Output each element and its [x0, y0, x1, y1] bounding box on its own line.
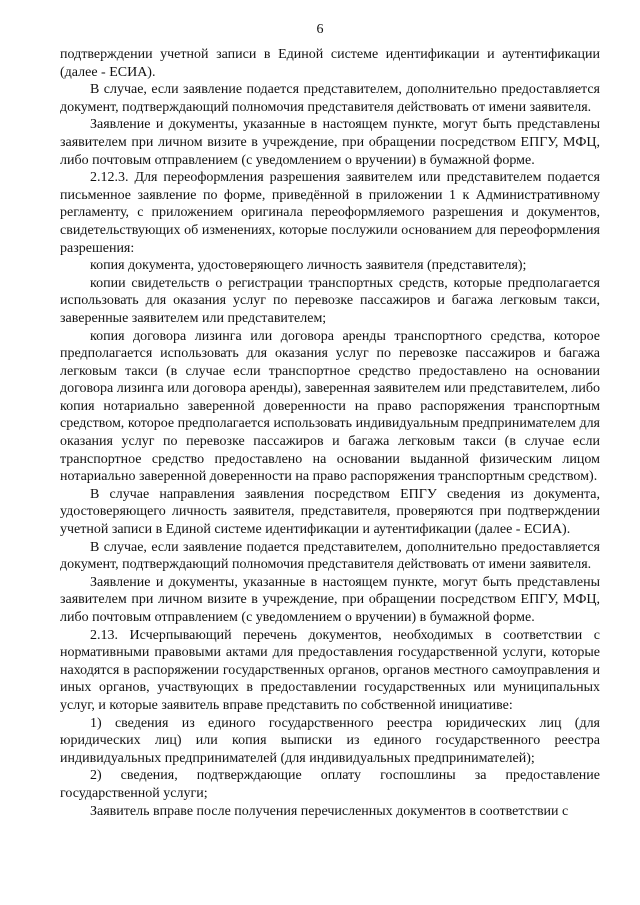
paragraph-item-leasing-copy: копия договора лизинга или договора аренды транспортного средства, которое предполагается использовать для оказания услуг по перевозке пассажиров и багажа легковым такси (в случае если транспортное средство предоставлено на основании договора лизинга или договора аренды), заверенная заявителем или представителем, либо копия нотариально заверенной доверенности на право распоряжения транспортным средством, которое предполагается использовать индивидуальным предпринимателем для оказания услуг по перевозке пассажиров и багажа легковым такси (в случае если транспортное средство предоставлено на основании выданной физическим лицом нотариально заверенной доверенности на право распоряжения транспортным средством).	[60, 328, 600, 485]
paragraph-section-2-13: 2.13. Исчерпывающий перечень документов, необходимых в соответствии с нормативными правовыми актами для предоставления государственной услуги, которые находятся в распоряжении государственных органов, органов местного самоуправления и иных органов, участвующих в предоставлении государственных или муниципальных услуг, и которые заявитель вправе представить по собственной инициативе:	[60, 627, 600, 713]
paragraph-item-registration-copies: копии свидетельств о регистрации транспортных средств, которые предполагается использовать для оказания услуг по перевозке пассажиров и багажа легковым такси, заверенные заявителем или представителем;	[60, 275, 600, 326]
paragraph-representative-note: В случае, если заявление подается представителем, дополнительно предоставляется документ, подтверждающий полномочия представителя действовать от имени заявителя.	[60, 82, 600, 115]
paragraph-item-identity-copy: копия документа, удостоверяющего личность заявителя (представителя);	[90, 258, 527, 274]
paragraph-section-2-12-3: 2.12.3. Для переоформления разрешения заявителем или представителем подается письменное заявление по форме, приведённой в приложении 1 к Административному регламенту, с приложением оригинала переоформляемого разрешения и документов, свидетельствующих об изменениях, которые послужили основанием для переоформления разрешения:	[60, 170, 600, 256]
paragraph-epgu-verification: В случае направления заявления посредством ЕПГУ сведения из документа, удостоверяющего личность заявителя, представителя, проверяются при подтверждении учетной записи в Единой системе идентификации и аутентификации (далее - ЕСИА).	[60, 486, 600, 538]
paragraph-submission-methods-2: Заявление и документы, указанные в настоящем пункте, могут быть представлены заявителем при личном визите в учреждение, при обращении посредством ЕПГУ, МФЦ, либо почтовым отправлением (с уведомлением о вручении) в бумажной форме.	[60, 574, 600, 625]
paragraph-item-1: 1) сведения из единого государственного реестра юридических лиц (для юридических лиц) или копия выписки из единого государственного реестра индивидуальных предпринимателей (для индивидуальных предпринимателей);	[60, 715, 600, 766]
paragraph-continuation: подтверждении учетной записи в Единой системе идентификации и аутентификации (далее - ЕСИА).	[60, 47, 600, 80]
paragraph-representative-note-2: В случае, если заявление подается представителем, дополнительно предоставляется документ, подтверждающий полномочия представителя действовать от имени заявителя.	[60, 539, 600, 573]
document-body	[60, 46, 600, 820]
page-number: 6	[316, 22, 324, 37]
paragraph-applicant-right: Заявитель вправе после получения перечисленных документов в соответствии с	[90, 803, 569, 819]
paragraph-submission-methods: Заявление и документы, указанные в настоящем пункте, могут быть представлены заявителем при личном визите в учреждение, при обращении посредством ЕПГУ, МФЦ, либо почтовым отправлением (с уведомлением о вручении) в бумажной форме.	[60, 117, 600, 168]
paragraph-item-2: 2) сведения, подтверждающие оплату госпошлины за предоставление государственной услуги;	[60, 768, 600, 801]
